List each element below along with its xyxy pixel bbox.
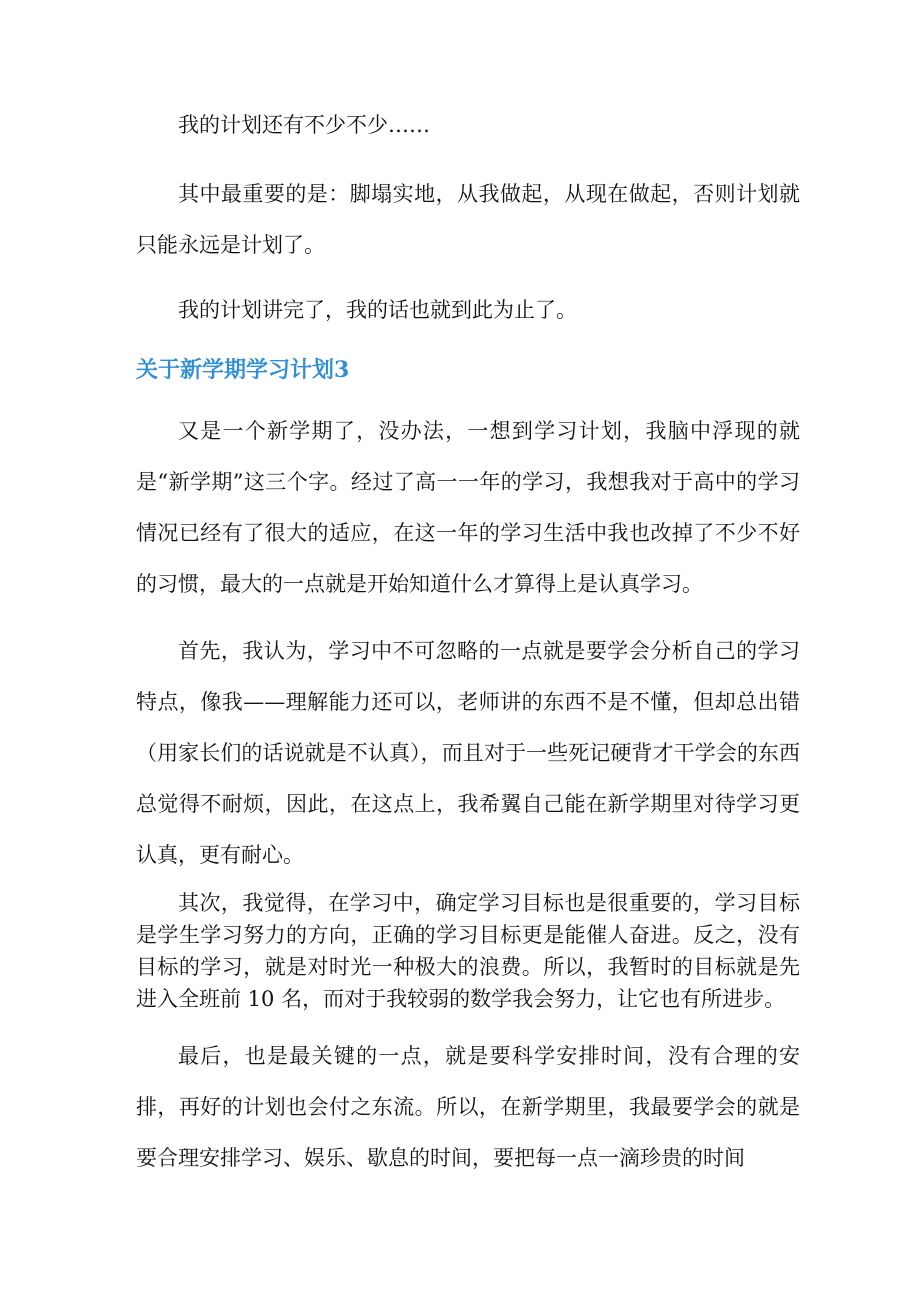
document-body — [136, 100, 800, 1184]
paragraph-plans-remaining: 我的计划还有不少不少…… — [178, 113, 430, 137]
paragraph-most-important: 其中最重要的是：脚塌实地，从我做起，从现在做起，否则计划就只能永远是计划了。 — [136, 182, 800, 257]
paragraph-second: 其次，我觉得，在学习中，确定学习目标也是很重要的，学习目标是学生学习努力的方向，正确的学习目标更是能催人奋进。反之，没有目标的学习，就是对时光一种极大的浪费。所以，我暂时的目标就是先进入全班前 10 名，而对于我较弱的数学我会努力，让它也有所进步。 — [136, 891, 800, 1011]
paragraph-new-semester: 又是一个新学期了，没办法，一想到学习计划，我脑中浮现的就是“新学期”这三个字。经过了高一一年的学习，我想我对于高中的学习情况已经有了很大的适应，在这一年的学习生活中我也改掉了不少不好的习惯，最大的一点就是开始知道什么才算得上是认真学习。 — [136, 419, 800, 596]
paragraph-plan-finished: 我的计划讲完了，我的话也就到此为止了。 — [178, 298, 577, 322]
paragraph-first: 首先，我认为，学习中不可忽略的一点就是要学会分析自己的学习特点，像我——理解能力还可以，老师讲的东西不是不懂，但却总出错（用家长们的话说就是不认真），而且对于一些死记硬背才干学会的东西总觉得不耐烦，因此，在这点上，我希翼自己能在新学期里对待学习更认真，更有耐心。 — [136, 639, 800, 867]
paragraph-finally: 最后，也是最关键的一点，就是要科学安排时间，没有合理的安排，再好的计划也会付之东流。所以，在新学期里，我最要学会的就是要合理安排学习、娱乐、歇息的时间，要把每一点一滴珍贵的时间 — [136, 1044, 800, 1170]
section-heading: 关于新学期学习计划3 — [136, 357, 350, 383]
